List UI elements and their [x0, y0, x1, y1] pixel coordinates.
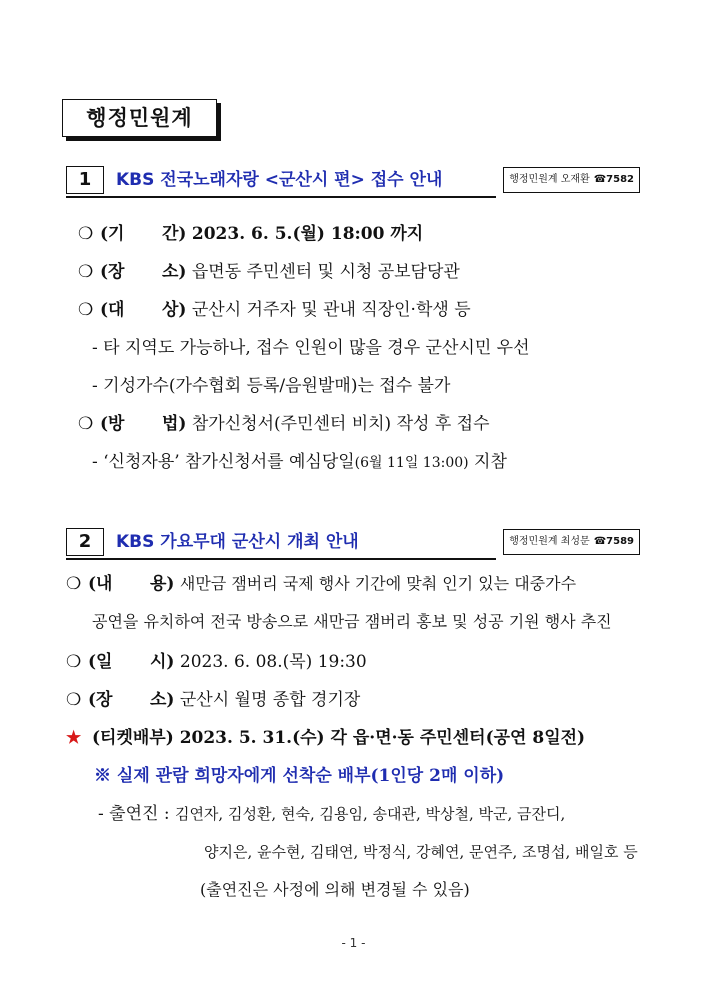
- section-2-performers-cont: 양지은, 윤수현, 김태연, 박정식, 강혜연, 문연주, 조명섭, 배일호 등: [204, 843, 638, 861]
- section-1-title: KBS 전국노래자랑 <군산시 편> 접수 안내: [116, 170, 443, 190]
- section-2-underline: [66, 558, 496, 560]
- section-2-date: ❍ (일 시) 2023. 6. 08.(목) 19:30: [66, 652, 367, 672]
- method-text: 참가신청서(주민센터 비치) 작성 후 접수: [191, 414, 490, 434]
- section-2-contact-name: 행정민원계 최성문: [509, 536, 590, 547]
- place-text: 읍면동 주민센터 및 시청 공보담당관: [191, 262, 460, 282]
- target-label: (대 상): [100, 300, 187, 320]
- section-2-content: ❍ (내 용) 새만금 잼버리 국제 행사 기간에 맞춰 인기 있는 대중가수: [66, 574, 577, 594]
- section-1-number: 1: [66, 166, 104, 194]
- section-2-number: 2: [66, 528, 104, 556]
- section-2-contact: [503, 529, 640, 555]
- method-label: (방 법): [100, 414, 187, 434]
- circle-bullet-icon: ❍: [66, 574, 82, 594]
- section-1-target-sub-1: - 타 지역도 가능하나, 접수 인원이 많을 경우 군산시민 우선: [92, 338, 530, 358]
- content-label: (내 용): [88, 574, 175, 594]
- place-label: (장 소): [100, 262, 187, 282]
- circle-bullet-icon: ❍: [66, 652, 82, 672]
- section-2-ticket-note: ※ 실제 관람 희망자에게 선착순 배부(1인당 2매 이하): [94, 766, 505, 786]
- section-1-period: [78, 222, 423, 246]
- section-1-contact-name: 행정민원계 오재환: [509, 174, 590, 185]
- target-text: 군산시 거주자 및 관내 직장인·학생 등: [191, 300, 471, 320]
- circle-bullet-icon: ❍: [78, 262, 94, 282]
- section-1-contact-phone: ☎7582: [593, 174, 634, 185]
- period-label: (기 간): [100, 224, 187, 244]
- section-2-contact-phone: ☎7589: [593, 536, 634, 547]
- page-number: - 1 -: [341, 936, 366, 950]
- section-2-header: [66, 528, 640, 558]
- section-2-performers-note: (출연진은 사정에 의해 변경될 수 있음): [200, 880, 470, 899]
- section-1-target: [78, 298, 471, 322]
- section-2-title: KBS 가요무대 군산시 개최 안내: [116, 532, 359, 552]
- section-1-underline: [66, 196, 496, 198]
- section-2-ticket: ★ (티켓배부) 2023. 5. 31.(수) 각 읍·면·동 주민센터(공연 8일전): [66, 728, 586, 748]
- circle-bullet-icon: ❍: [78, 414, 94, 434]
- section-1-contact: [503, 167, 640, 193]
- section-1-place: [78, 260, 460, 284]
- section-1-method-sub: - ‘신청자용’ 참가신청서를 예심당일(6월 11일 13:00) 지참: [92, 452, 507, 472]
- section-2-place: ❍ (장 소) 군산시 월명 종합 경기장: [66, 690, 361, 710]
- circle-bullet-icon: ❍: [78, 300, 94, 320]
- period-text: 2023. 6. 5.(월) 18:00 까지: [191, 224, 424, 244]
- circle-bullet-icon: ❍: [66, 690, 82, 710]
- section-2-content-cont: 공연을 유치하여 전국 방송으로 새만금 잼버리 홍보 및 성공 기원 행사 추진: [92, 612, 612, 631]
- section-1-method: [78, 412, 490, 436]
- department-header: 행정민원계: [62, 99, 217, 137]
- section-1-header: [66, 166, 640, 196]
- circle-bullet-icon: ❍: [78, 224, 94, 244]
- section-2-performers: - 출연진 : 김연자, 김성환, 현숙, 김용임, 송대관, 박상철, 박군, 금잔디,: [98, 804, 566, 824]
- place-label: (장 소): [88, 690, 175, 710]
- star-icon: ★: [66, 728, 82, 748]
- section-1-target-sub-2: - 기성가수(가수협회 등록/음원발매)는 접수 불가: [92, 376, 451, 396]
- date-label: (일 시): [88, 652, 175, 672]
